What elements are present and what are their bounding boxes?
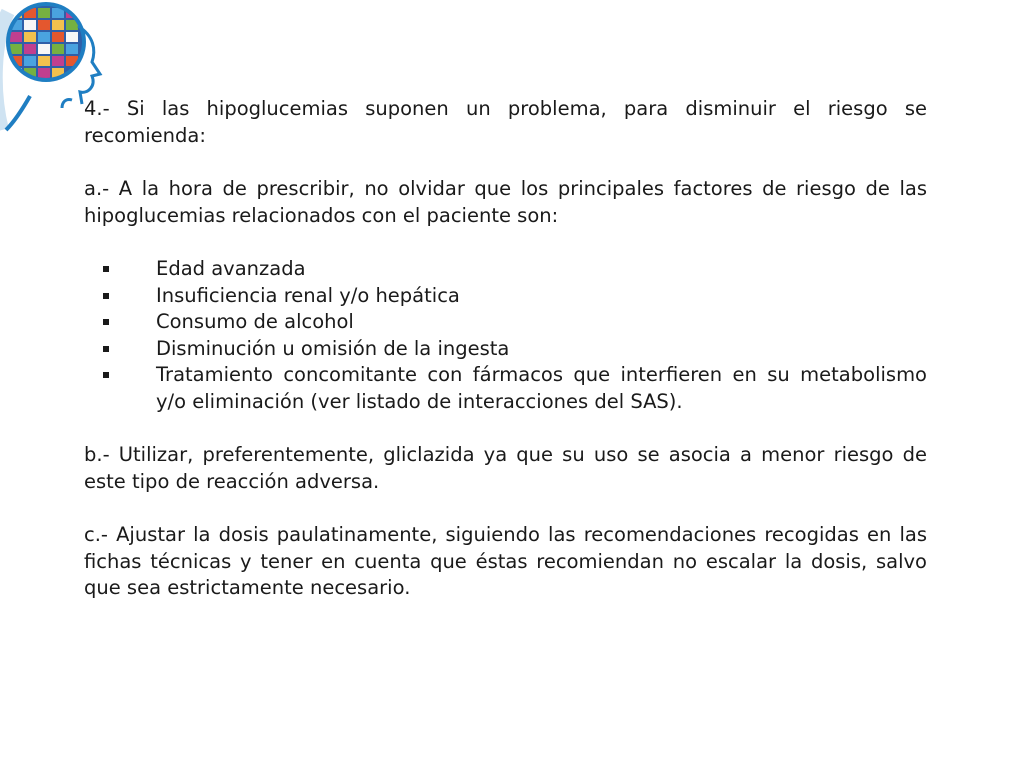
list-item bbox=[84, 309, 927, 336]
section-c-text: c.- Ajustar la dosis paulatinamente, siguiendo las recomendaciones recogidas en las fichas técnicas y tener en cuenta que éstas recomiendan no escalar la dosis, salvo que sea estrictamente necesario. bbox=[84, 523, 927, 599]
square-bullet-icon bbox=[103, 266, 109, 272]
list-item bbox=[84, 336, 927, 363]
list-item-text: Tratamiento concomitante con fármacos que interfieren en su metabolismo y/o eliminación (ver listado de interacciones del SAS). bbox=[156, 363, 927, 413]
spacer bbox=[84, 415, 927, 442]
spacer bbox=[84, 229, 927, 256]
list-item-text: Edad avanzada bbox=[156, 257, 306, 280]
section-a-intro: a.- A la hora de prescribir, no olvidar que los principales factores de riesgo de las hipoglucemias relacionados con el paciente son: bbox=[84, 177, 927, 227]
spacer bbox=[84, 495, 927, 522]
square-bullet-icon bbox=[103, 319, 109, 325]
section-b-text: b.- Utilizar, preferentemente, gliclazida ya que su uso se asocia a menor riesgo de este tipo de reacción adversa. bbox=[84, 443, 927, 493]
question-heading: 4.- Si las hipoglucemias suponen un problema, para disminuir el riesgo se recomienda: bbox=[84, 97, 927, 147]
square-bullet-icon bbox=[103, 372, 109, 378]
risk-factor-list bbox=[84, 256, 927, 415]
square-bullet-icon bbox=[103, 293, 109, 299]
list-item bbox=[84, 283, 927, 310]
square-bullet-icon bbox=[103, 346, 109, 352]
list-item-text: Insuficiencia renal y/o hepática bbox=[156, 283, 460, 307]
list-item-text: Consumo de alcohol bbox=[156, 310, 354, 333]
document-body bbox=[84, 96, 927, 602]
list-item-text: Disminución u omisión de la ingesta bbox=[156, 336, 510, 360]
spacer bbox=[84, 149, 927, 176]
list-item bbox=[84, 362, 927, 415]
list-item bbox=[84, 256, 927, 283]
